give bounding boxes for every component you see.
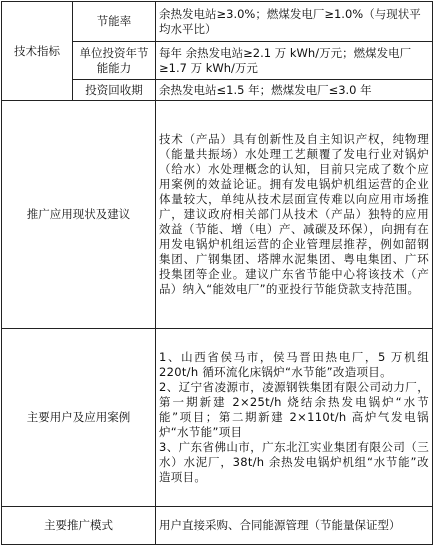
table-row xyxy=(2,329,433,507)
energy-saving-rate-label: 节能率 xyxy=(73,2,156,42)
payback-period-label: 投资回收期 xyxy=(73,80,156,101)
main-users-cases xyxy=(156,329,433,507)
technology-info-table xyxy=(1,1,433,545)
promotion-status-text: 技术（产品）具有创新性及自主知识产权，纯物理（能量共振场）水处理工艺颠覆了发电行业对锅炉（给水）水处理概念的认知，目前只完成了数个应用案例的效益论证。拥有发电锅炉机组运营的企业体量较大，单纯从技术层面宣传难以向应用市场推广，建议政府相关部门从技术（产品）独特的应用效益（节能、增（电）产、减碳及环保），向拥有在用发电锅炉机组运营的企业管理层推荐，例如韶钢集团、广钢集团、塔牌水泥集团、粤电集团、广环投集团等企业。建议广东省节能中心将该技术（产品）纳入“能效电厂”的亚投行节能贷款支持范围。 xyxy=(156,101,433,329)
promotion-mode-text: 用户直接采购、合同能源管理（节能量保证型） xyxy=(156,507,433,545)
table-row xyxy=(2,101,433,329)
main-users-label: 主要用户及应用案例 xyxy=(2,329,156,507)
payback-period-value: 余热发电站≤1.5 年；燃煤发电厂≤3.0 年 xyxy=(156,80,433,101)
case-item: 1、山西省侯马市，侯马晋田热电厂，5 万机组 220t/h 循环流化床锅炉“水节能”改造项目。 xyxy=(159,350,429,379)
table-row xyxy=(2,2,433,42)
promotion-status-label: 推广应用现状及建议 xyxy=(2,101,156,329)
tech-indicators-label: 技术指标 xyxy=(2,2,73,101)
table-row xyxy=(2,507,433,545)
annual-capacity-label: 单位投资年节能能力 xyxy=(73,42,156,80)
annual-capacity-value: 每年 余热发电站≥2.1 万 kWh/万元；燃煤发电厂≥1.7 万 kWh/万元 xyxy=(156,42,433,80)
case-item: 2、辽宁省凌源市，凌源钢铁集团有限公司动力厂，第一期新建 2×25t/h 烧结余热发电锅炉“水节能”项目；第二期新建 2×110t/h 高炉气发电锅炉“水节能”项目 xyxy=(159,380,429,439)
energy-saving-rate-value: 余热发电站≥3.0%；燃煤发电厂≥1.0%（与现状平均水平比） xyxy=(156,2,433,42)
case-item: 3、广东省佛山市，广东北江实业集团有限公司（三水）水泥厂，38t/h 余热发电锅炉机组“水节能”改造项目。 xyxy=(159,440,429,484)
promotion-mode-label: 主要推广模式 xyxy=(2,507,156,545)
